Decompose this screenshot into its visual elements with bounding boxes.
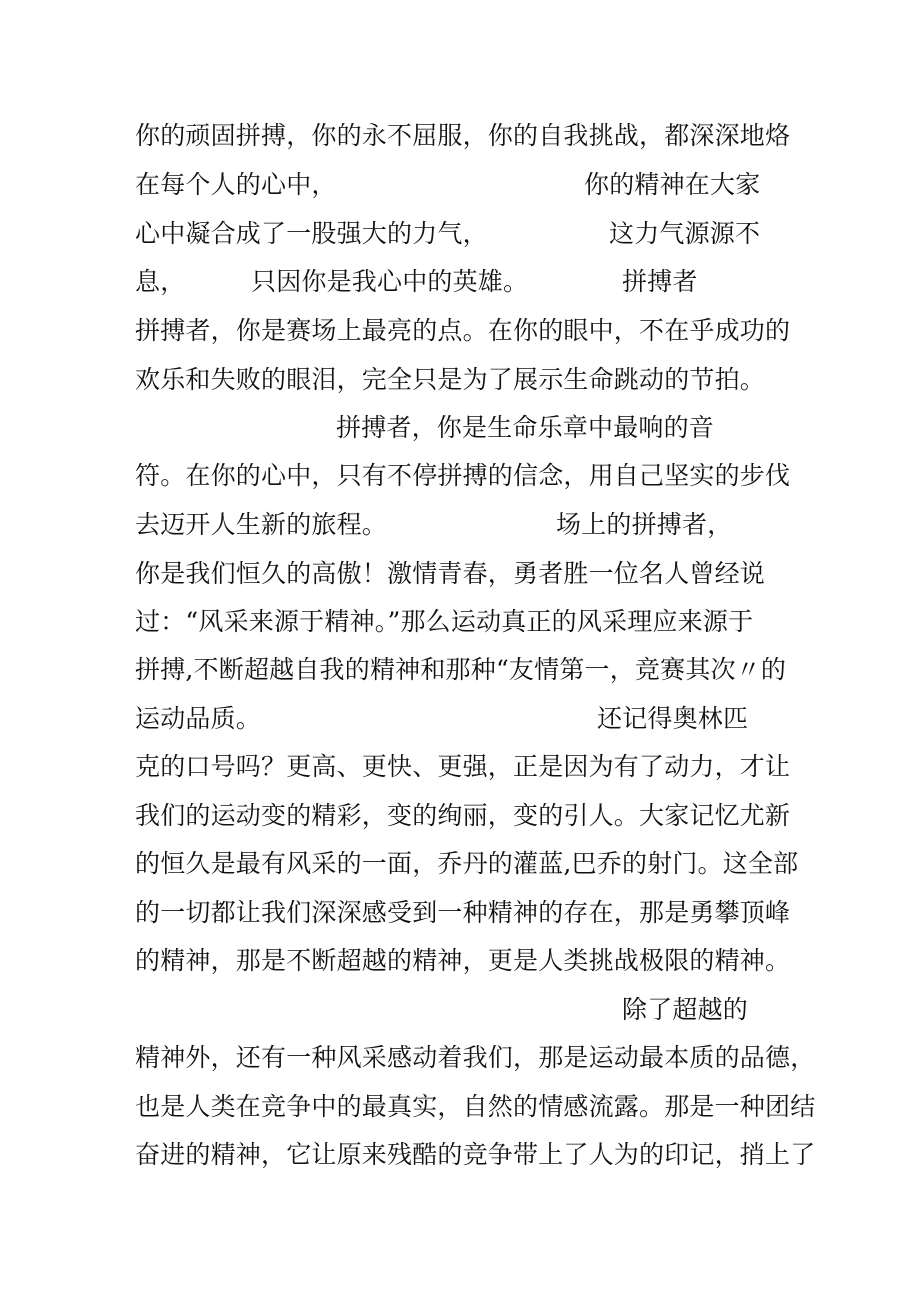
text-line: 也是人类在竞争中的最真实，自然的情感流露。那是一种团结 [135,1092,816,1121]
text-line: 的恒久是最有风采的一面，乔丹的灌蓝,巴乔的射门。这全部 [135,849,799,878]
text-line: 在每个人的心中， [135,170,337,199]
text-line: 拼搏者 [622,267,698,296]
text-line: 你的顽固拼搏，你的永不屈服，你的自我挑战，都深深地烙 [135,121,791,150]
text-line: 息， [135,267,186,296]
text-line: 心中凝合成了一股强大的力气， [135,219,488,248]
text-line: 运动品质。 [135,704,262,733]
text-line: 拼搏者，你是赛场上最亮的点。在你的眼中，不在乎成功的 [135,316,791,345]
text-line: 精神外，还有一种风采感动着我们，那是运动最本质的品德， [135,1043,816,1072]
text-line: 的一切都让我们深深感受到一种精神的存在，那是勇攀顶峰 [135,898,791,927]
text-line: 奋进的精神，它让原来残酷的竞争带上了人为的印记，捎上了 [135,1140,816,1169]
text-line: 除了超越的 [622,995,749,1024]
text-line: 的精神，那是不断超越的精神，更是人类挑战极限的精神。 [135,946,791,975]
text-line: 符。在你的心中，只有不停拼搏的信念，用自己坚实的步伐 [135,461,791,490]
text-line: 场上的拼搏者， [556,510,733,539]
text-line: 还记得奥林匹 [597,704,749,733]
text-line: 这力气源源不 [609,219,761,248]
text-line: 你的精神在大家 [584,170,761,199]
text-line: 过：“风采来源于精神。”那么运动真正的风采理应来源于 [135,607,754,636]
text-line: 你是我们恒久的高傲！激情青春，勇者胜一位名人曾经说 [135,559,766,588]
text-line: 我们的运动变的精彩，变的绚丽，变的引人。大家记忆尤新 [135,801,791,830]
text-line: 拼搏,不断超越自我的精神和那种“友情第一，竞赛其次〃的 [135,655,787,684]
text-line: 克的口号吗？更高、更快、更强，正是因为有了动力，才让 [135,752,791,781]
text-line: 只因你是我心中的英雄。 [251,267,529,296]
text-line: 欢乐和失败的眼泪，完全只是为了展示生命跳动的节拍。 [135,365,766,394]
text-line: 拼搏者，你是生命乐章中最响的音 [336,413,715,442]
text-line: 去迈开人生新的旅程。 [135,510,388,539]
